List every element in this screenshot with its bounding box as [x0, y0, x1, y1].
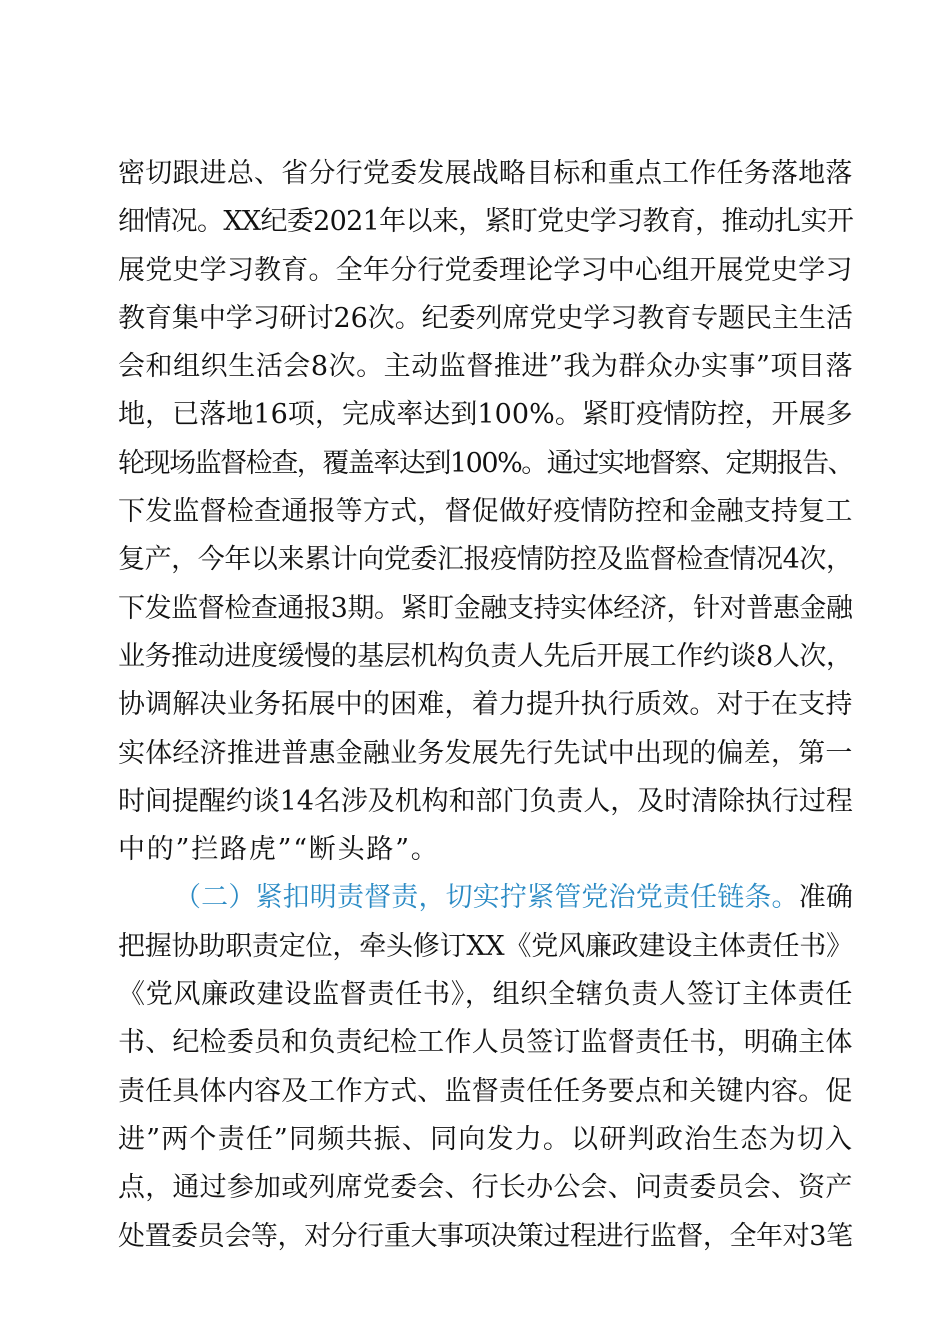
- text-line: 进”两个责任”同频共振、同向发力。以研判政治生态为切入: [118, 1123, 854, 1155]
- text-line: 轮现场监督检查，覆盖率达到100%。通过实地督察、定期报告、: [118, 447, 854, 479]
- text-line: 处置委员会等，对分行重大事项决策过程进行监督，全年对3笔: [118, 1220, 853, 1252]
- text-line: 协调解决业务拓展中的困难，着力提升执行质效。对于在支持: [118, 689, 853, 721]
- text-line: 细情况。XX纪委2021年以来，紧盯党史学习教育，推动扎实开: [118, 206, 854, 238]
- text-line: 实体经济推进普惠金融业务发展先行先试中出现的偏差，第一: [118, 737, 853, 769]
- text-line: 下发监督检查通报等方式，督促做好疫情防控和金融支持复工: [118, 496, 853, 528]
- paragraph-2-first-line: [118, 874, 854, 922]
- text-line: 复产，今年以来累计向党委汇报疫情防控及监督检查情况4次，: [118, 544, 853, 576]
- text-line: 点，通过参加或列席党委会、行长办公会、问责委员会、资产: [118, 1172, 853, 1204]
- text-line: 展党史学习教育。全年分行党委理论学习中心组开展党史学习: [118, 254, 853, 286]
- text-line: 书、纪检委员和负责纪检工作人员签订监督责任书，明确主体: [118, 1027, 853, 1059]
- document-body: [118, 150, 854, 1261]
- text-line: 把握协助职责定位，牵头修订XX《党风廉政建设主体责任书》: [118, 930, 853, 962]
- heading-continuation: 准确: [798, 882, 854, 914]
- text-line: 《党风廉政建设监督责任书》，组织全辖负责人签订主体责任: [118, 979, 854, 1011]
- text-line: 时间提醒约谈14名涉及机构和部门负责人，及时清除执行过程: [118, 785, 853, 817]
- paragraph-2: [118, 874, 854, 1260]
- text-line: 业务推动进度缓慢的基层机构负责人先后开展工作约谈8人次，: [118, 640, 853, 672]
- text-line: 中的”拦路虎”“断头路”。: [118, 834, 440, 866]
- section-heading: （二）紧扣明责督责，切实拧紧管党治党责任链条。: [174, 882, 799, 914]
- text-line: 会和组织生活会8次。主动监督推进”我为群众办实事”项目落: [118, 351, 854, 383]
- text-line: 下发监督检查通报3期。紧盯金融支持实体经济，针对普惠金融: [118, 592, 853, 624]
- text-line: 密切跟进总、省分行党委发展战略目标和重点工作任务落地落: [118, 158, 853, 189]
- paragraph-1: [118, 150, 854, 874]
- text-line: 教育集中学习研讨26次。纪委列席党史学习教育专题民主生活: [118, 302, 853, 334]
- text-line: 责任具体内容及工作方式、监督责任任务要点和关键内容。促: [118, 1075, 853, 1107]
- text-line: 地，已落地16项，完成率达到100%。紧盯疫情防控，开展多: [118, 399, 853, 431]
